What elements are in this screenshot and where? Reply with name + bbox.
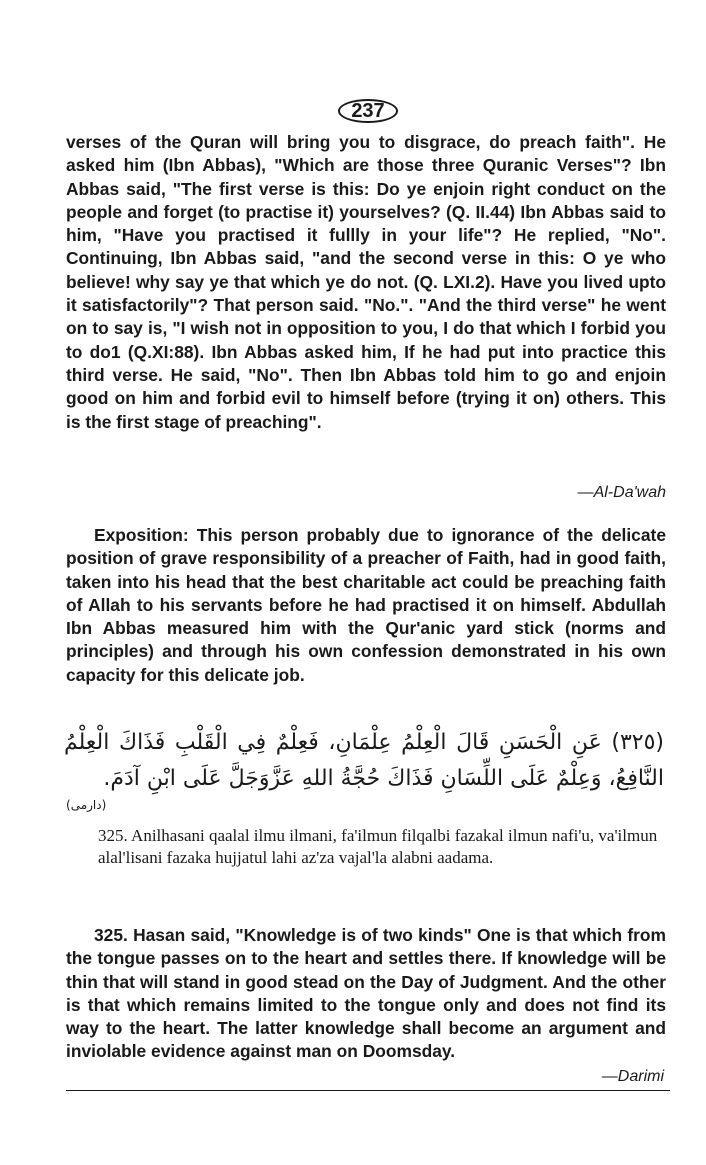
hadith-arabic-source: (دارمی) [66,798,107,812]
hadith-transliteration: 325. Anilhasani qaalal ilmu ilmani, fa'ilmun filqalbi fazakal ilmun nafi'u, va'ilmun alal'lisani fazaka hujjatul lahi az'za vajal'la alabni aadama. [98,826,658,867]
hadith-arabic-text: (٣٢٥) عَنِ الْحَسَنِ قَالَ الْعِلْمُ عِلْمَانِ، فَعِلْمٌ فِي الْقَلْبِ فَذَاكَ الْعِلْمُ النَّافِعُ، وَعِلْمٌ عَلَى اللِّسَانِ فَذَاكَ حُجَّةُ اللهِ عَزَّوَجَلَّ عَلَى ابْنِ آدَمَ. [64,730,664,791]
hadith-attribution: —Darimi [601,1068,664,1085]
page-number: 237 [338,99,398,123]
exposition-paragraph: Exposition: This person probably due to ignorance of the delicate position of grave responsibility of a preacher of Faith, had in good faith, taken into his head that the best charitable act could be preaching faith of Allah to his servants before he had practised it on himself. Abdullah Ibn Abbas measured him with the Qur'anic yard stick (norms and principles) and through his own confession demonstrated in his own capacity for this delicate job. [66,525,666,685]
hadith-translation: 325. Hasan said, "Knowledge is of two kinds" One is that which from the tongue passes on to the heart and settles there. If knowledge will be thin that will stand in good stead on the Day of Judgment. And the other is that which remains limited to the tongue only and does not find its way to the heart. The latter knowledge shall become an argument and inviolable evidence against man on Doomsday. [66,925,666,1062]
passage-attribution: —Al-Da'wah [577,484,666,501]
footer-divider [66,1090,670,1091]
passage-paragraph: verses of the Quran will bring you to disgrace, do preach faith". He asked him (Ibn Abbas), "Which are those three Quranic Verses"? Ibn Abbas said, "The first verse is this: Do ye enjoin right conduct on the people and forget (to practise it) yourselves? (Q. II.44) Ibn Abbas said to him, "Have you practised it fullly in your life"? He replied, "No". Continuing, Ibn Abbas said, "and the second verse in this: O ye who believe! why say ye that which ye do not. (Q. LXI.2). Have you lived upto it satisfactorily"? That person said. "No.". "And the third verse" he went on to say is, "I wish not in opposition to you, I do that which I forbid you to do1 (Q.XI:88). Ibn Abbas asked him, If he had put into practice this third verse. He said, "No". Then Ibn Abbas told him to go and enjoin good on him and forbid evil to himself before (trying it on) others. This is the first stage of preaching". [66,132,666,432]
